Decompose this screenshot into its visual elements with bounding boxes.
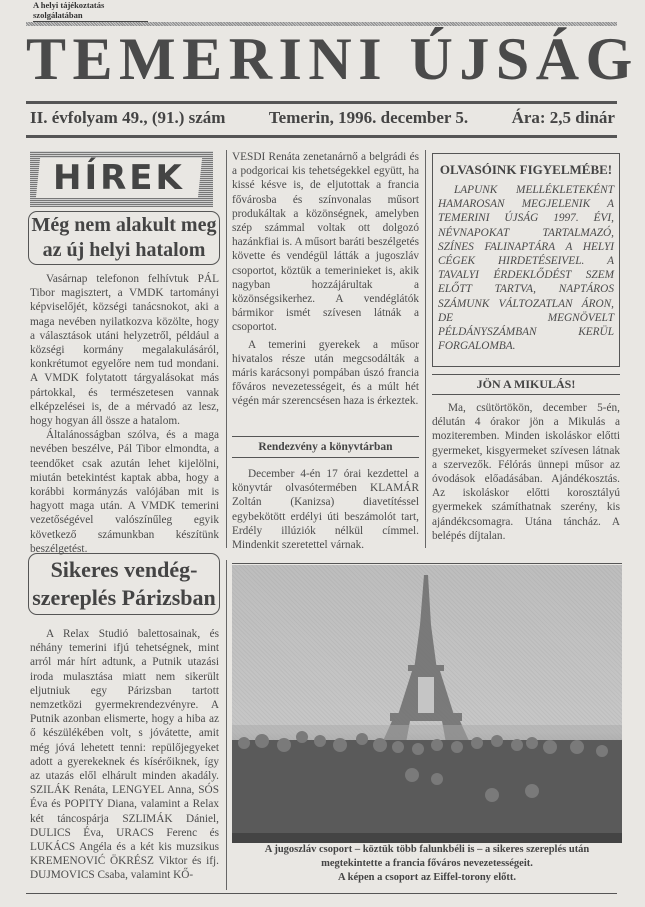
- headline-line: szereplés Párizsban: [32, 585, 216, 610]
- hirek-label: HÍREK: [53, 158, 185, 198]
- paragraph: Vasárnap telefonon felhívtuk PÁL Tibor magisztert, a VMDK tartományi képviselőjét, községi tanácsnokot, aki a maga nevében nyilatkozva közölte, hogy a választások utáni helyzetről, például a községi kormány megalakulásáról, konkrétumot egyelőre nem tud mondani. A VMDK folytatott tárgyalásokat más pártokkal, és természetesen vannak elképzelései is, de a mérvadó az lesz, hogy hogyan áll össze a hatalom.: [30, 273, 219, 428]
- paragraph: December 4-én 17 órai kezdettel a könyvtár olvasótermében KLAMÁR Zoltán (Kanizsa) diavetítéssel egybekötött erdélyi úti beszámolót tart, Erdély illúziók nélkül címmel. Mindenkit szeretettel várnak.: [232, 468, 419, 552]
- article-paris-body-col1: [30, 627, 219, 883]
- issue-date: Temerin, 1996. december 5.: [268, 108, 469, 127]
- notice-body: [433, 178, 619, 353]
- issue-number: II. évfolyam 49., (91.) szám: [30, 108, 226, 127]
- headline-government: Még nem alakult meg az új helyi hatalom: [28, 211, 220, 265]
- photo-caption: [232, 843, 622, 885]
- masthead-bottom-rule: [26, 101, 617, 104]
- paragraph: A Relax Studió balettosainak, és néhány temerini ifjú tehetségnek, mint arról már hírt adtunk, a Putnik utazási iroda mulasztása miatt nem sikerült eljutniuk egy Párizsban tartott nemzetközi gyermekrendezvényre. A Putnik azonban elismerte, hogy a hiba az ő készülékében volt, s jóvátette, amit még jóvá lehetett tenni: repülőjegyeket adott a gyerekeknek és kísérőiknek, így az utazás elől elhárult minden akadály. SZILÁK Renáta, LENGYEL Anna, SÓS Éva és POPITY Diana, valamint a Relax két táncospárja SZLIMÁK Dániel, DULICS Éva, URACS Ferenc és LUKÁCS Angéla és a két kis muzsikus KREMENOVIĆ ÖKRÉSZ Viktor és ifj. DUJMOVICS Csaba, valamint KŐ-: [30, 628, 219, 882]
- page-bottom-rule: [26, 893, 617, 894]
- headline-line: Sikeres vendég-: [50, 557, 198, 582]
- column-divider: [226, 150, 227, 548]
- article-paris-body-col2: [232, 150, 419, 409]
- article-mikulas-body: [432, 401, 620, 543]
- reader-notice-box: [432, 153, 620, 367]
- issue-line-rule: [26, 135, 617, 138]
- notice-text: LAPUNK MELLÉKLETEKÉNT HAMAROSAN MEGJELENIK A TEMERINI ÚJSÁG 1997. ÉVI, NÉVNAPOKAT TARTALMAZÓ, SZÍNES FALINAPTÁRA A HELYI CÉGEK HIRDETÉSEIVEL. A TAVALYI ÉRDEKLŐDÉST SZEM ELŐTT TARTVA, NAPTÁROS SZÁMUNK VÁLTOZATLAN ÁRON, DE MEGNÖVELT PÉLDÁNYSZÁMBAN KERÜL FORGALOMBA.: [438, 184, 614, 353]
- notice-title: OLVASÓINK FIGYELMÉBE!: [439, 162, 613, 177]
- masthead-title: TEMERINI ÚJSÁG: [26, 26, 639, 92]
- article-government-body: [30, 272, 219, 556]
- tagline: A helyi tájékoztatás szolgálatában: [33, 0, 148, 22]
- paragraph: Ma, csütörtökön, december 5-én, délután 4 órakor jön a Mikulás a moziteremben. Minden iskoláskor előtti gyermeket, kisgyermeket szívesen látnak a szervezők. Félórás ünnepi műsor az óvodások előadásában. Ajándékosztás. Az iskoláskor előtti korosztályú gyermekek számíthatnak szerény, kis ajándékcsomagra. Utána táncház. A belépés díjtalan.: [432, 402, 620, 542]
- caption-line: megtekintette a francia főváros nevezetességeit.: [321, 858, 533, 869]
- column-divider: [226, 560, 227, 890]
- caption-line: A képen a csoport az Eiffel-torony előtt.: [338, 872, 516, 883]
- eiffel-tower-photo-icon: [232, 565, 622, 843]
- caption-line: A jugoszláv csoport – köztük több falunkbéli is – a sikeres szereplés után: [264, 844, 590, 855]
- paragraph: VESDI Renáta zenetanárnő a belgrádi és a podgoricai kis tehetségekkel együtt, ha kissé késve is, de eljutottak a francia fővárosba és színvonalas műsort produkáltak a közönségnek, amelyben szép számmal voltak ott dolgozó hazánkfiai is. A műsort baráti beszélgetés követte és vendégül látták a jugoszláv csoportot, köztük a temerinieket is, akik nagyban hozzájárultak a közönségsikerhez. A vendéglátók bármikor ismét szívesen látnák a csoportot.: [232, 151, 419, 334]
- paragraph: Általánosságban szólva, és a maga nevében beszélve, Pál Tibor elmondta, a teendőket csak azután lehet kijelölni, miután betekintést kaptak abba, hogy a korábbi kormányzás valójában mit is hagyott maga után. A VMDK temerini vezetőségével valószínűleg egyik következő számunkban készítünk beszélgetést.: [30, 429, 219, 555]
- issue-line: [30, 108, 615, 128]
- hirek-section-logo: [30, 151, 213, 207]
- paragraph: A temerini gyerekek a műsor hivatalos része után megcsodálták a máris karácsonyi pompában úszó francia főváros nevezetességeit, és a múlt hét végén már szerencsésen haza is érkeztek.: [232, 338, 419, 408]
- headline-mikulas: JÖN A MIKULÁS!: [432, 374, 620, 395]
- article-library-body: [232, 467, 419, 552]
- headline-library: Rendezvény a könyvtárban: [232, 436, 419, 458]
- photo-top-rule: [232, 563, 622, 564]
- headline-paris: [28, 553, 220, 615]
- column-divider: [425, 150, 426, 548]
- eiffel-group-photo: [232, 565, 622, 843]
- issue-price: Ára: 2,5 dinár: [511, 108, 615, 127]
